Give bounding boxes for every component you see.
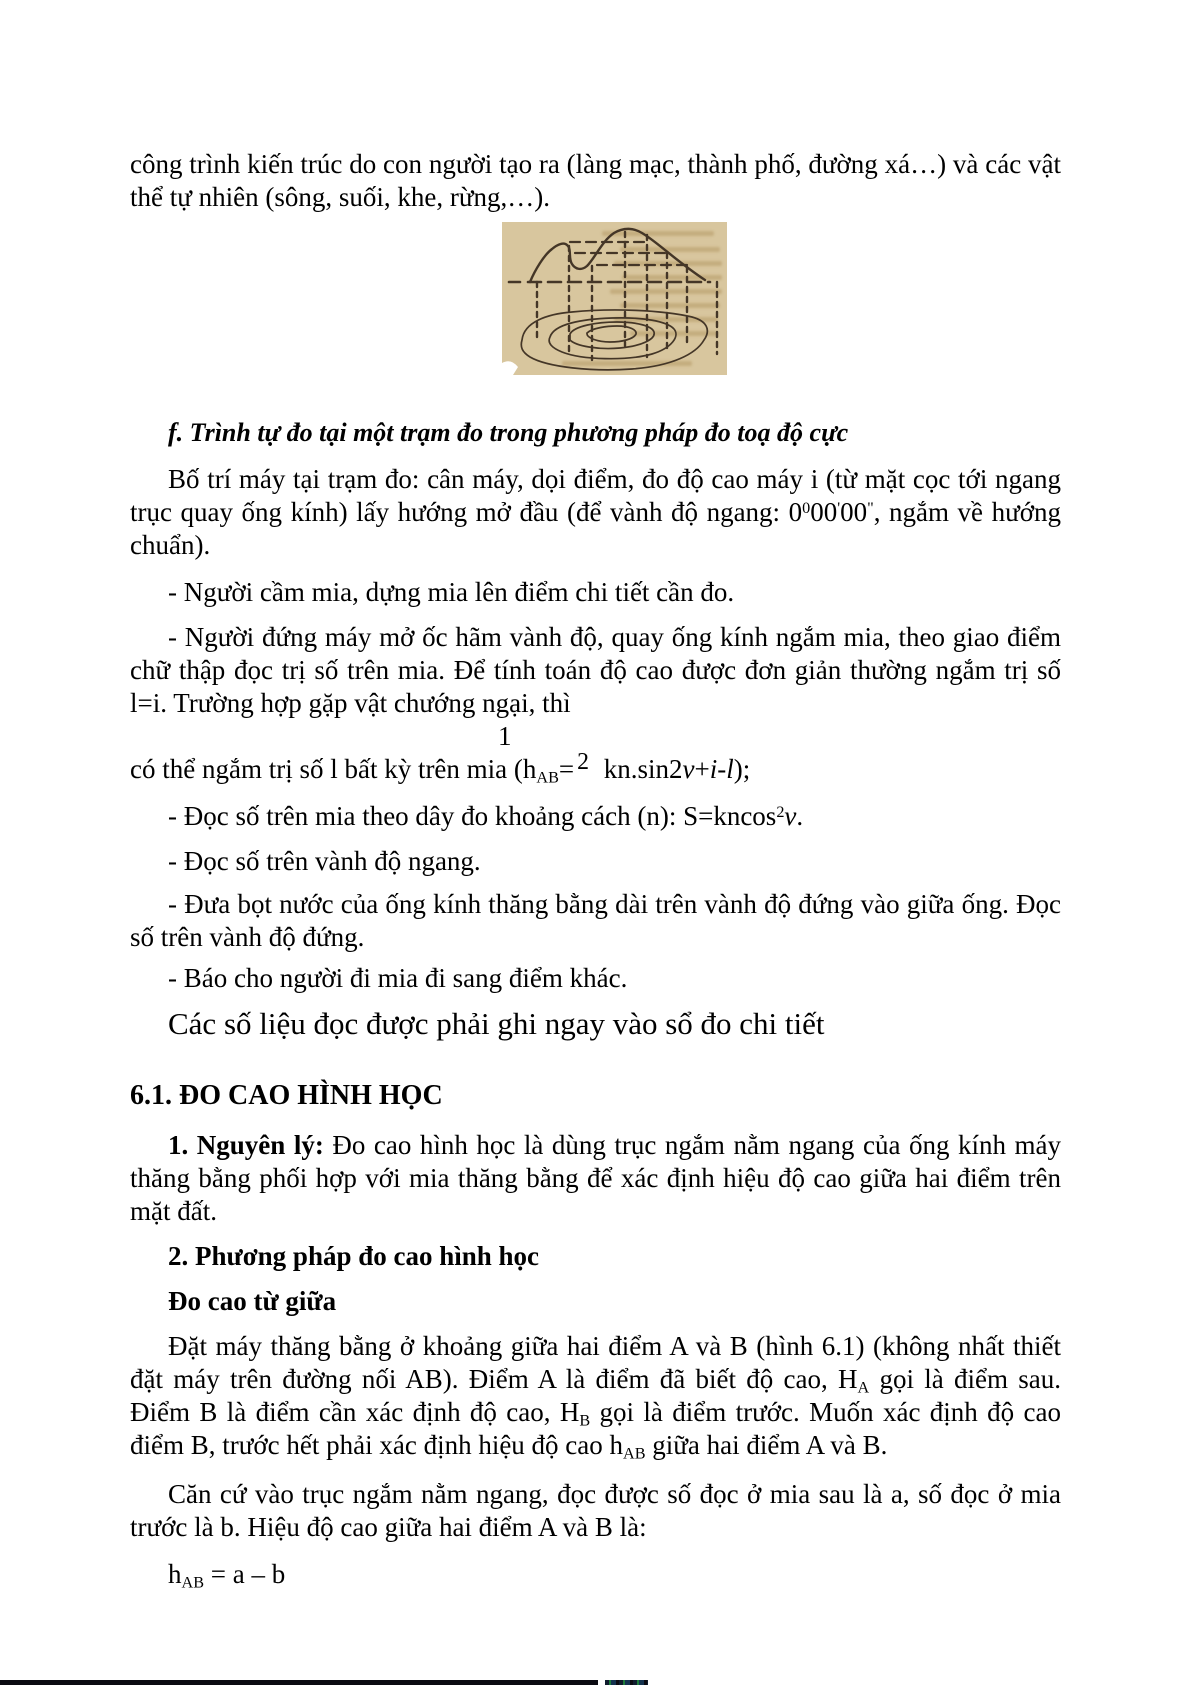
section-f-heading: f. Trình tự đo tại một trạm đo trong phương pháp đo toạ độ cực [168,418,849,447]
formula-hab [168,1558,1061,1591]
terrain-sketch-svg [502,222,727,375]
equals-sign: = [558,754,575,784]
intro-paragraph: công trình kiến trúc do con người tạo ra (làng mạc, thành phố, đường xá…) và các vật thể tự nhiên (sông, suối, khe, rừng,…). [130,149,1061,212]
ha-subscript: A [857,1378,870,1397]
fraction-denominator: 2 [577,749,590,775]
closing-note: Các số liệu đọc được phải ghi ngay vào sổ đo chi tiết [168,1006,825,1041]
section-61-heading: 6.1. ĐO CAO HÌNH HỌC [130,1080,443,1111]
hab-subscript: AB [623,1444,646,1463]
bullet-bao-nguoi-di-mia: - Báo cho người đi mia đi sang điểm khác. [168,963,628,993]
text-run: = a – b [204,1559,286,1589]
bottom-edge-bar-main [0,1680,598,1685]
bullet-dung-may: - Người đứng máy mở ốc hãm vành độ, quay ống kính ngắm mia, theo giao điểm chữ thập đọc trị số trên mia. Để tính toán độ cao được đơn giản thường ngắm trị số l=i. Trường hợp gặp vật chướng ngại, thì [130,622,1061,718]
text-run: 00 [840,497,868,527]
formula-line [130,749,1061,788]
squared-superscript: 2 [776,802,785,821]
text-run: 00 [810,497,838,527]
bullet-doc-so-mia [130,800,1061,833]
text-run: kn.sin2 [597,754,683,784]
text-run: gọi là điểm sau. Điểm B là điểm cần xác định độ cao, H [130,1364,1061,1427]
degree-superscript: 0 [802,498,811,517]
terrain-contour-figure [502,222,727,375]
italic-v: v [682,754,695,784]
minute-superscript: ' [837,498,841,517]
text-run: , ngắm về hướng chuẩn). [130,497,1061,560]
hab-subscript: AB [181,1573,204,1592]
fraction-numerator: 1 [498,721,512,751]
sub-heading-do-cao-tu-giua: Đo cao từ giữa [168,1286,337,1316]
text-run: h [168,1559,182,1589]
text-run: Đặt máy thăng bằng ở khoảng giữa hai điểm A và B (hình 6.1) (không nhất thiết đặt máy trên đường nối AB). Điểm A là điểm đã biết độ cao, H [130,1331,1061,1394]
bullet-cam-mia: - Người cầm mia, dựng mia lên điểm chi tiết cần đo. [168,577,735,607]
principle-lead: 1. Nguyên lý: [168,1130,324,1160]
italic-i-l: i-l [709,754,734,784]
bottom-edge-bar-accent [605,1680,648,1685]
text-run: giữa hai điểm A và B. [645,1430,888,1460]
principle-paragraph [130,1129,1061,1228]
station-setup-paragraph [130,463,1061,562]
text-run: ); [733,754,751,784]
text-run: . [796,801,804,831]
para-dat-may [130,1330,1061,1462]
text-run: + [694,754,710,784]
text-run: Bố trí máy tại trạm đo: cân máy, dọi điểm, đo độ cao máy i (từ mặt cọc tới ngang trục quay ống kính) lấy hướng mở đầu (để vành độ ngang: 0 [130,464,1061,527]
hab-subscript: AB [536,768,559,787]
text-run: Đo cao hình học là dùng trục ngắm nằm ngang của ống kính máy thăng bằng phối hợp với mia thăng bằng để xác định hiệu độ cao giữa hai điểm trên mặt đất. [130,1130,1061,1226]
bullet-doc-so-vanh-do: - Đọc số trên vành độ ngang. [168,846,481,876]
text-run: có thể ngắm trị số l bất kỳ trên mia (h [130,754,537,784]
second-superscript: " [867,498,874,517]
bullet-dua-bot-nuoc: - Đưa bọt nước của ống kính thăng bằng dài trên vành độ đứng vào giữa ống. Đọc số trên vành độ đứng. [130,889,1061,952]
text-run: - Đọc số trên mia theo dây đo khoảng cách (n): S=kncos [168,801,777,831]
italic-v: v [784,801,797,831]
hb-subscript: B [579,1411,591,1430]
text-run: gọi là điểm trước. Muốn xác định độ cao điểm B, trước hết phải xác định hiệu độ cao h [130,1397,1061,1460]
method-heading: 2. Phương pháp đo cao hình học [168,1241,540,1271]
bottom-edge-bar [0,1680,1191,1685]
para-can-cu: Căn cứ vào trục ngắm nằm ngang, đọc được số đọc ở mia sau là a, số đọc ở mia trước là b. Hiệu độ cao giữa hai điểm A và B là: [130,1479,1061,1542]
